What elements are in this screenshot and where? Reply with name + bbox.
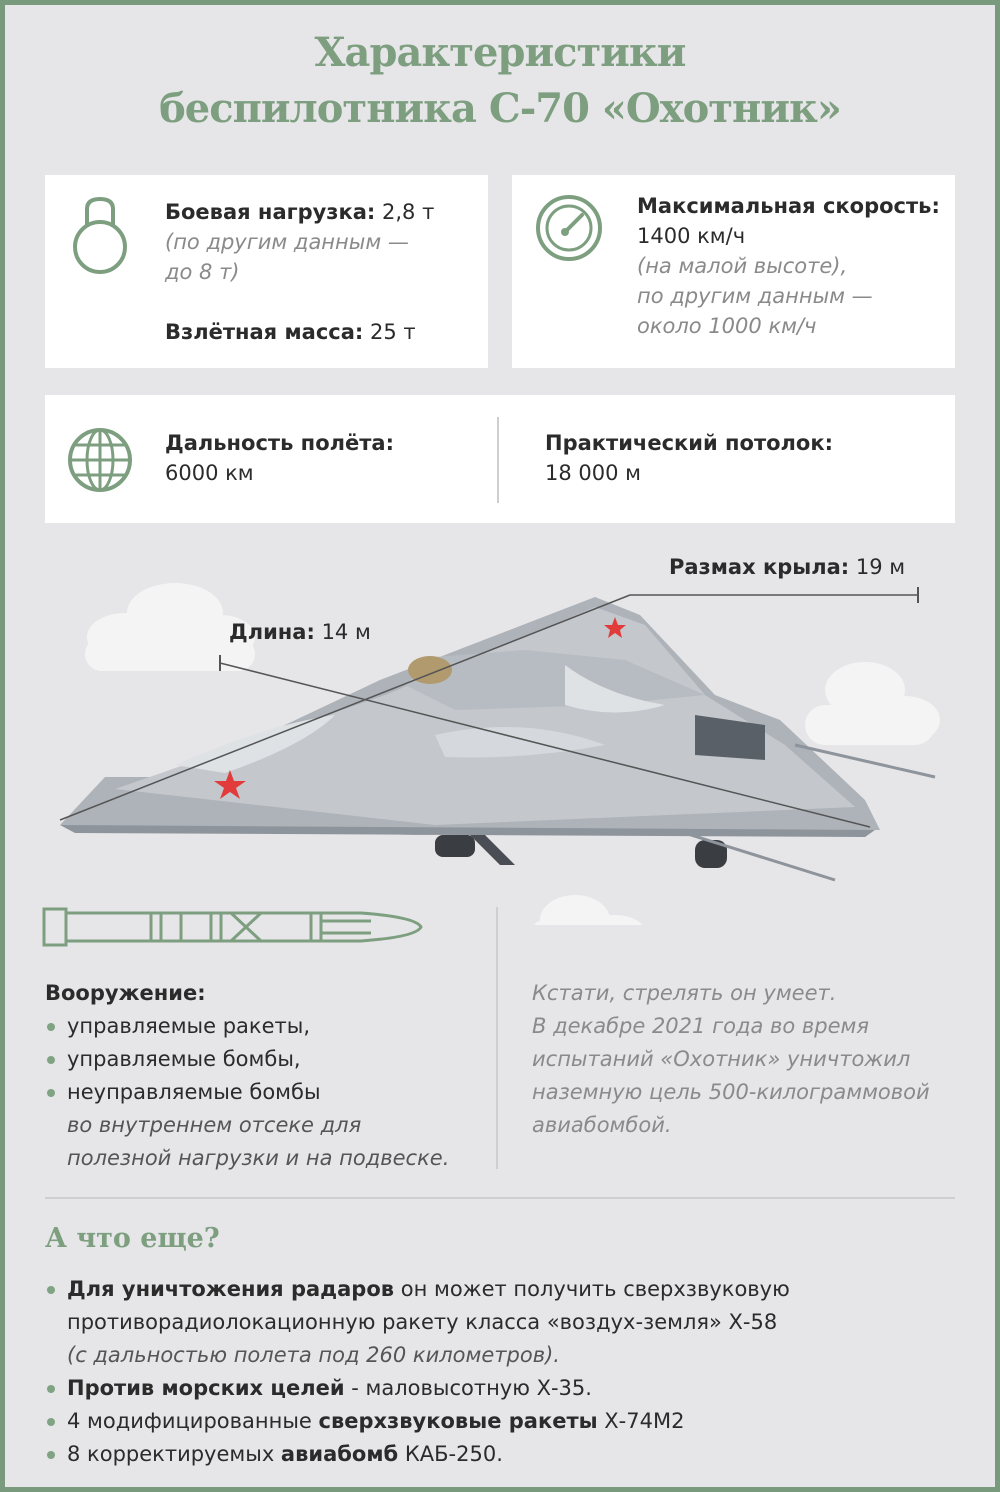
weapons-note-1: во внутреннем отсеке для [67,1113,362,1137]
aircraft-illustration [5,545,995,925]
takeoff-mass-value: 25 т [363,320,416,344]
weapons-list [45,1010,485,1109]
globe-icon [67,427,133,493]
speed-card [512,175,955,368]
takeoff-mass-label: Взлётная масса: [165,320,364,344]
list-item: управляемые бомбы, [45,1043,485,1076]
more-list [45,1273,975,1471]
list-item: управляемые ракеты, [45,1010,485,1043]
weapons-note-2: полезной нагрузки и на подвеске. [67,1146,450,1170]
list-item: 4 модифицированные сверхзвуковые ракеты Х-74М2 [45,1405,975,1438]
range-ceiling-card [45,395,955,523]
speed-note-1: (на малой высоте), [637,254,848,278]
payload-value: 2,8 т [375,200,435,224]
speed-label: Максимальная скорость: [637,194,940,218]
wingspan-label: Размах крыла: 19 м [669,555,906,579]
page-title [5,25,995,137]
kettlebell-icon [67,195,133,275]
card-divider [497,417,499,503]
fact-text: Кстати, стрелять он умеет. В декабре 2021 года во время испытаний «Охотник» уничтожил наземную цель 500-килограммовой авиабомбой. [532,981,930,1137]
title-line-1: Характеристики [314,29,686,76]
title-line-2: беспилотника С-70 «Охотник» [159,85,841,132]
weapons-title: Вооружение: [45,981,206,1005]
speedometer-icon [534,193,604,263]
payload-note-1: (по другим данным — [165,230,409,254]
range-label: Дальность полёта: [165,431,394,455]
payload-label: Боевая нагрузка: [165,200,376,224]
speed-note-3: около 1000 км/ч [637,314,817,338]
list-item: 8 корректируемых авиабомб КАБ-250. [45,1438,975,1471]
list-item: неуправляемые бомбы [45,1076,485,1109]
length-label: Длина: 14 м [229,620,371,644]
ceiling-value: 18 000 м [545,461,641,485]
more-title: А что еще? [45,1223,220,1254]
list-item: Для уничтожения радаров он может получить сверхзвуковую противорадиолокационную ракету класса «воздух-земля» Х-58 (с дальностью полета под 260 километров). [45,1273,975,1372]
section-divider [496,907,498,1169]
horizontal-divider [45,1197,955,1199]
ceiling-label: Практический потолок: [545,431,834,455]
list-item: Против морских целей - маловысотную Х-35. [45,1372,975,1405]
infographic [5,5,995,1487]
speed-value: 1400 км/ч [637,224,746,248]
speed-note-2: по другим данным — [637,284,873,308]
payload-note-2: до 8 т) [165,260,240,284]
payload-card [45,175,488,368]
range-value: 6000 км [165,461,254,485]
missile-icon [41,903,426,951]
